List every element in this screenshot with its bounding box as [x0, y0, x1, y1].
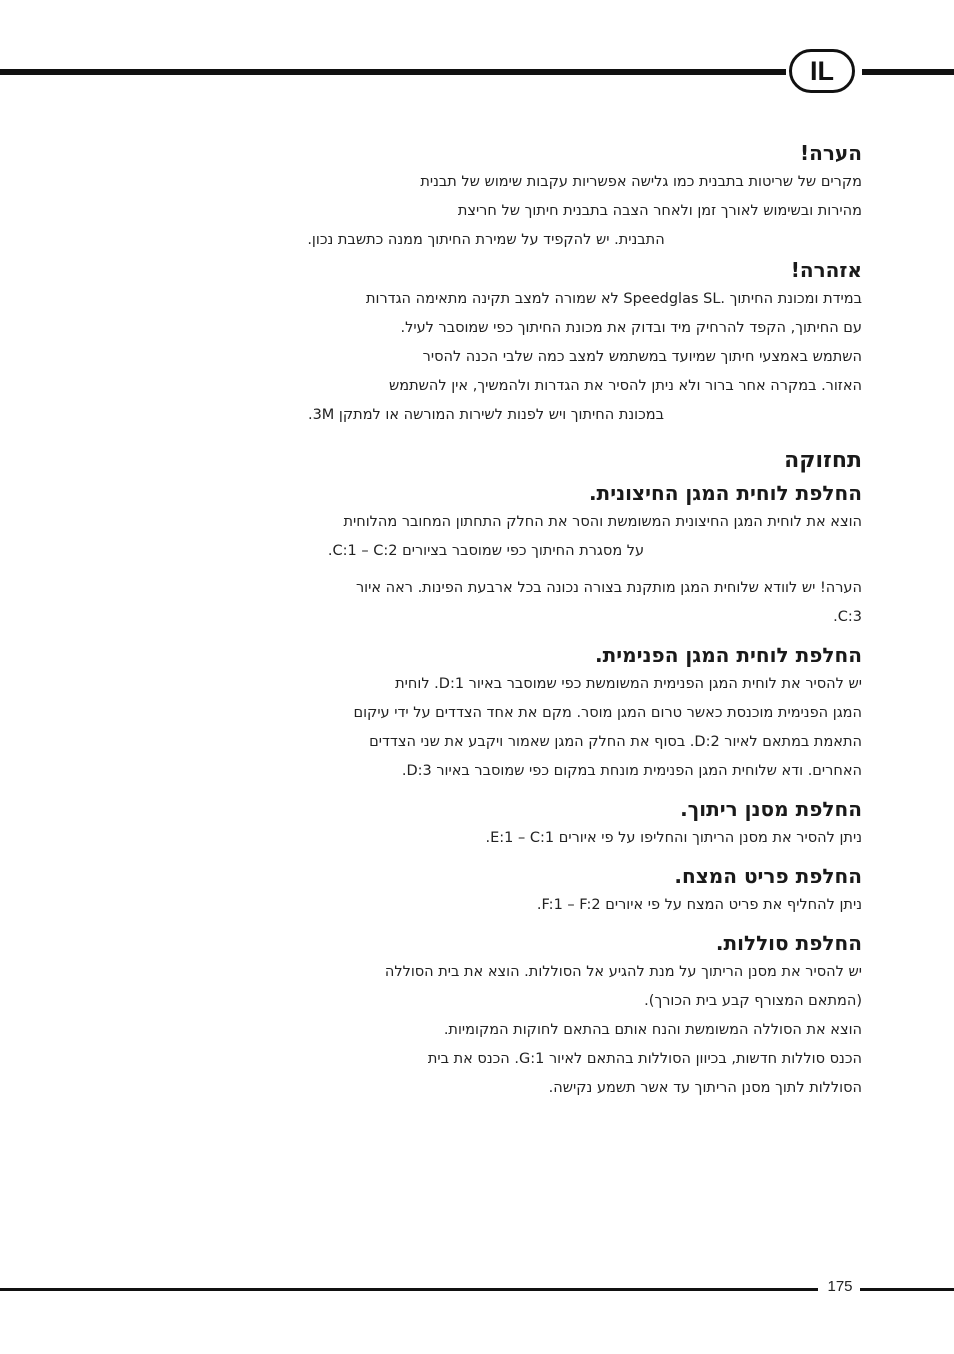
outer-plate-heading: החלפת לוחית המגן החיצונית. [588, 481, 862, 505]
header-rule-right [862, 69, 954, 75]
language-badge: IL [789, 49, 855, 93]
inner-plate-line: המגן הפנימית מוכנסת כאשר טרום המגן מוסר. מקם את אחד הצדדים על ידי עיקום [353, 705, 862, 721]
outer-plate-note: C:3. [833, 609, 862, 625]
outer-plate-note: הערה! יש לוודא שלוחית המגן מותקנת בצורה נכונה בכל ארבעת הפינות. ראה איור [355, 580, 862, 596]
filter-line: ניתן להסיר את מסנן הריתוך והחליפו על פי איורים E:1 – C:1. [485, 830, 862, 846]
note-line: התבנית. יש להקפיד על שמירת החיתוך ממנה כתשבת נכון. [307, 232, 665, 248]
note-title: הערה! [800, 141, 862, 165]
footer-rule-right [860, 1288, 954, 1291]
header-rule-left [0, 69, 786, 75]
batteries-line: יש להסיר את מסנן הריתוך על מנת להגיע אל הסוללות. הוצא את בית הסוללה [384, 964, 862, 980]
batteries-line: הוצא את הסוללה המשומשת והנח אותם בהתאם לחוקות המקומיות. [443, 1022, 862, 1038]
warning-line: האזור. במקרה אחר ברור ולא ניתן להסיר את הגדרות ולהמשיך, אין להשתמש [388, 378, 862, 394]
warning-line: השתמש באמצעי חיתוך שמיועד במשתמש למצב כמה שלבי הכנה להסיר [422, 349, 862, 365]
page-number: 175 [827, 1278, 853, 1295]
warning-line: עם החיתוך, הקפד להרחיק מיד ובדוק את מכונת החיתוך כפי שמוסבר לעיל. [400, 320, 862, 336]
outer-plate-line: על מסגרת החיתוך כפי שמוסבר בציורים C:1 – C:2. [327, 543, 645, 559]
maintenance-heading: תחזוקה [784, 448, 862, 473]
batteries-line: הכנס סוללות חדשות, בכיוון הסוללות בהתאם לאיור G:1. הכנס את בית [427, 1051, 862, 1067]
batteries-line: הסוללות לתוך מסנן הריתוך עד אשר תשמע נקישה. [548, 1080, 862, 1096]
warning-line: במידת ומכונת החיתוך .Speedglas SL לא שמורה למצב תקינה מתאימה הגדרות [365, 291, 862, 307]
inner-plate-line: התאמת במתאם לאיור D:2. בסוף את החלק המגן שאמור ויקבע את שני הצדדים [369, 734, 862, 750]
note-line: מקרים של שריטות בתבנית כמו גלישה אפשריות עקבות שימוש של תבנית [420, 174, 862, 190]
headband-heading: החלפת פריט המצח. [674, 864, 862, 888]
batteries-heading: החלפת סוללות. [715, 931, 862, 955]
page-content [110, 138, 862, 1103]
inner-plate-line: יש להסיר את לוחית המגן הפנימית המשומשת כפי שמוסבר באיור D:1. לוחית [395, 676, 862, 692]
batteries-line: (המתאם המצורף קבע בית הכורך). [644, 993, 862, 1009]
footer-rule-left [0, 1288, 818, 1291]
outer-plate-line: הוצא את לוחית המגן החיצונית המשומשת והסר את החלק התחתון המחובר מהלוחית [343, 514, 862, 530]
inner-plate-heading: החלפת לוחית המגן הפנימית. [594, 643, 862, 667]
warning-line: במכונת החיתוך ויש לפנות לשירות המורשה או למתקן 3M. [307, 407, 665, 423]
warning-title: אזהרה! [790, 258, 862, 282]
note-line: מהירות ובשימוש לאורך זמן ולאחר הצבה בתבנית חיתוך של חריצת [457, 203, 862, 219]
inner-plate-line: האחרים. ודא שלוחית המגן הפנימית מונחת במקום כפי שמוסבר באיור D:3. [401, 763, 862, 779]
filter-heading: החלפת מסנן ריתוך. [680, 797, 862, 821]
headband-line: ניתן להחליף את פריט המצח על פי איורים F:1 – F:2. [536, 897, 862, 913]
